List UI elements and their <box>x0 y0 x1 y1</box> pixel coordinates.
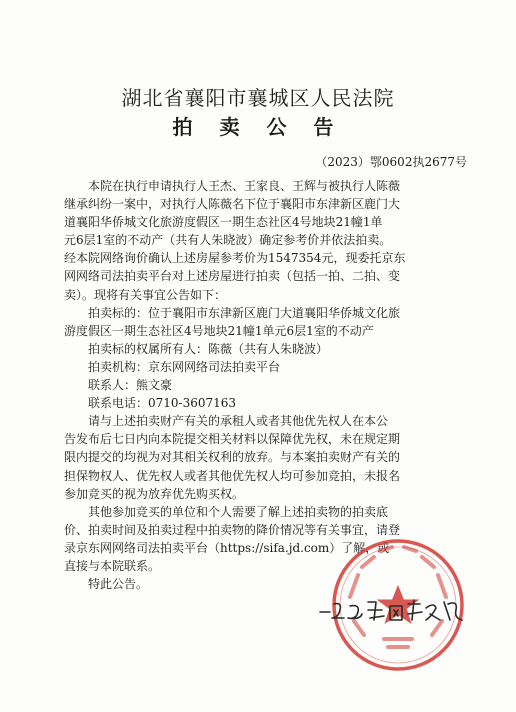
case-number: （2023）鄂0602执2677号 <box>315 155 467 169</box>
document-title: 拍 卖 公 告 <box>172 115 344 139</box>
body-line: 经本院网络询价确认上述房屋参考价为1547354元，现委托京东 <box>64 251 406 266</box>
closing-line: 特此公告。 <box>88 577 149 592</box>
body-line: 其他参加竞买的单位和个人需要了解上述拍卖物的拍卖底 <box>88 504 389 519</box>
court-name: 湖北省襄阳市襄城区人民法院 <box>121 86 395 110</box>
body-line: 元6层1室的不动产（共有人朱晓波）确定参考价并依法拍卖。 <box>64 233 392 248</box>
body-line: 价、拍卖时间及拍卖过程中拍卖物的降价情况等有关事宜，请登 <box>64 522 401 537</box>
date-signature <box>316 590 466 630</box>
body-line: 本院在执行申请执行人王杰、王家良、王辉与被执行人陈薇 <box>88 179 401 193</box>
body-line: 继承纠纷一案中，对执行人陈薇名下位于襄阳市东津新区鹿门大 <box>64 197 401 212</box>
body-line: 直接与本院联系。 <box>64 558 161 573</box>
contact-person: 联系人：熊文豪 <box>88 378 173 393</box>
body-line: 限内提交的均视为对其相关权利的放弃。与本案拍卖财产有关的 <box>64 450 401 465</box>
body-line: 参加竞买的视为放弃优先购买权。 <box>64 486 245 501</box>
auction-subject: 拍卖标的：位于襄阳市东津新区鹿门大道襄阳华侨城文化旅 <box>88 305 401 320</box>
auction-owner: 拍卖标的权属所有人：陈薇（共有人朱晓波） <box>88 341 329 356</box>
contact-phone: 联系电话：0710-3607163 <box>88 396 237 411</box>
notice-body <box>64 177 456 593</box>
body-line: 录京东网网络司法拍卖平台（https://sifa.jd.com）了解，或 <box>64 540 390 555</box>
body-line: 告发布后七日内向本院提交相关材料以保障优先权，未在规定期 <box>64 432 401 447</box>
body-line: 请与上述拍卖财产有关的承租人或者其他优先权人在本公 <box>88 414 389 429</box>
auction-agency: 拍卖机构：京东网网络司法拍卖平台 <box>88 359 281 374</box>
body-line: 卖）。现将有关事宜公告如下： <box>64 287 227 302</box>
body-line: 网网络司法拍卖平台对上述房屋进行拍卖（包括一拍、二拍、变 <box>64 269 401 284</box>
body-line: 游度假区一期生态社区4号地块21幢1单元6层1室的不动产 <box>64 323 374 338</box>
body-line: 道襄阳华侨城文化旅游度假区一期生态社区4号地块21幢1单 <box>64 215 383 230</box>
handwritten-date <box>316 590 466 630</box>
body-line: 担保物权人、优先权人或者其他优先权人均可参加竞拍，未报名 <box>64 468 401 483</box>
